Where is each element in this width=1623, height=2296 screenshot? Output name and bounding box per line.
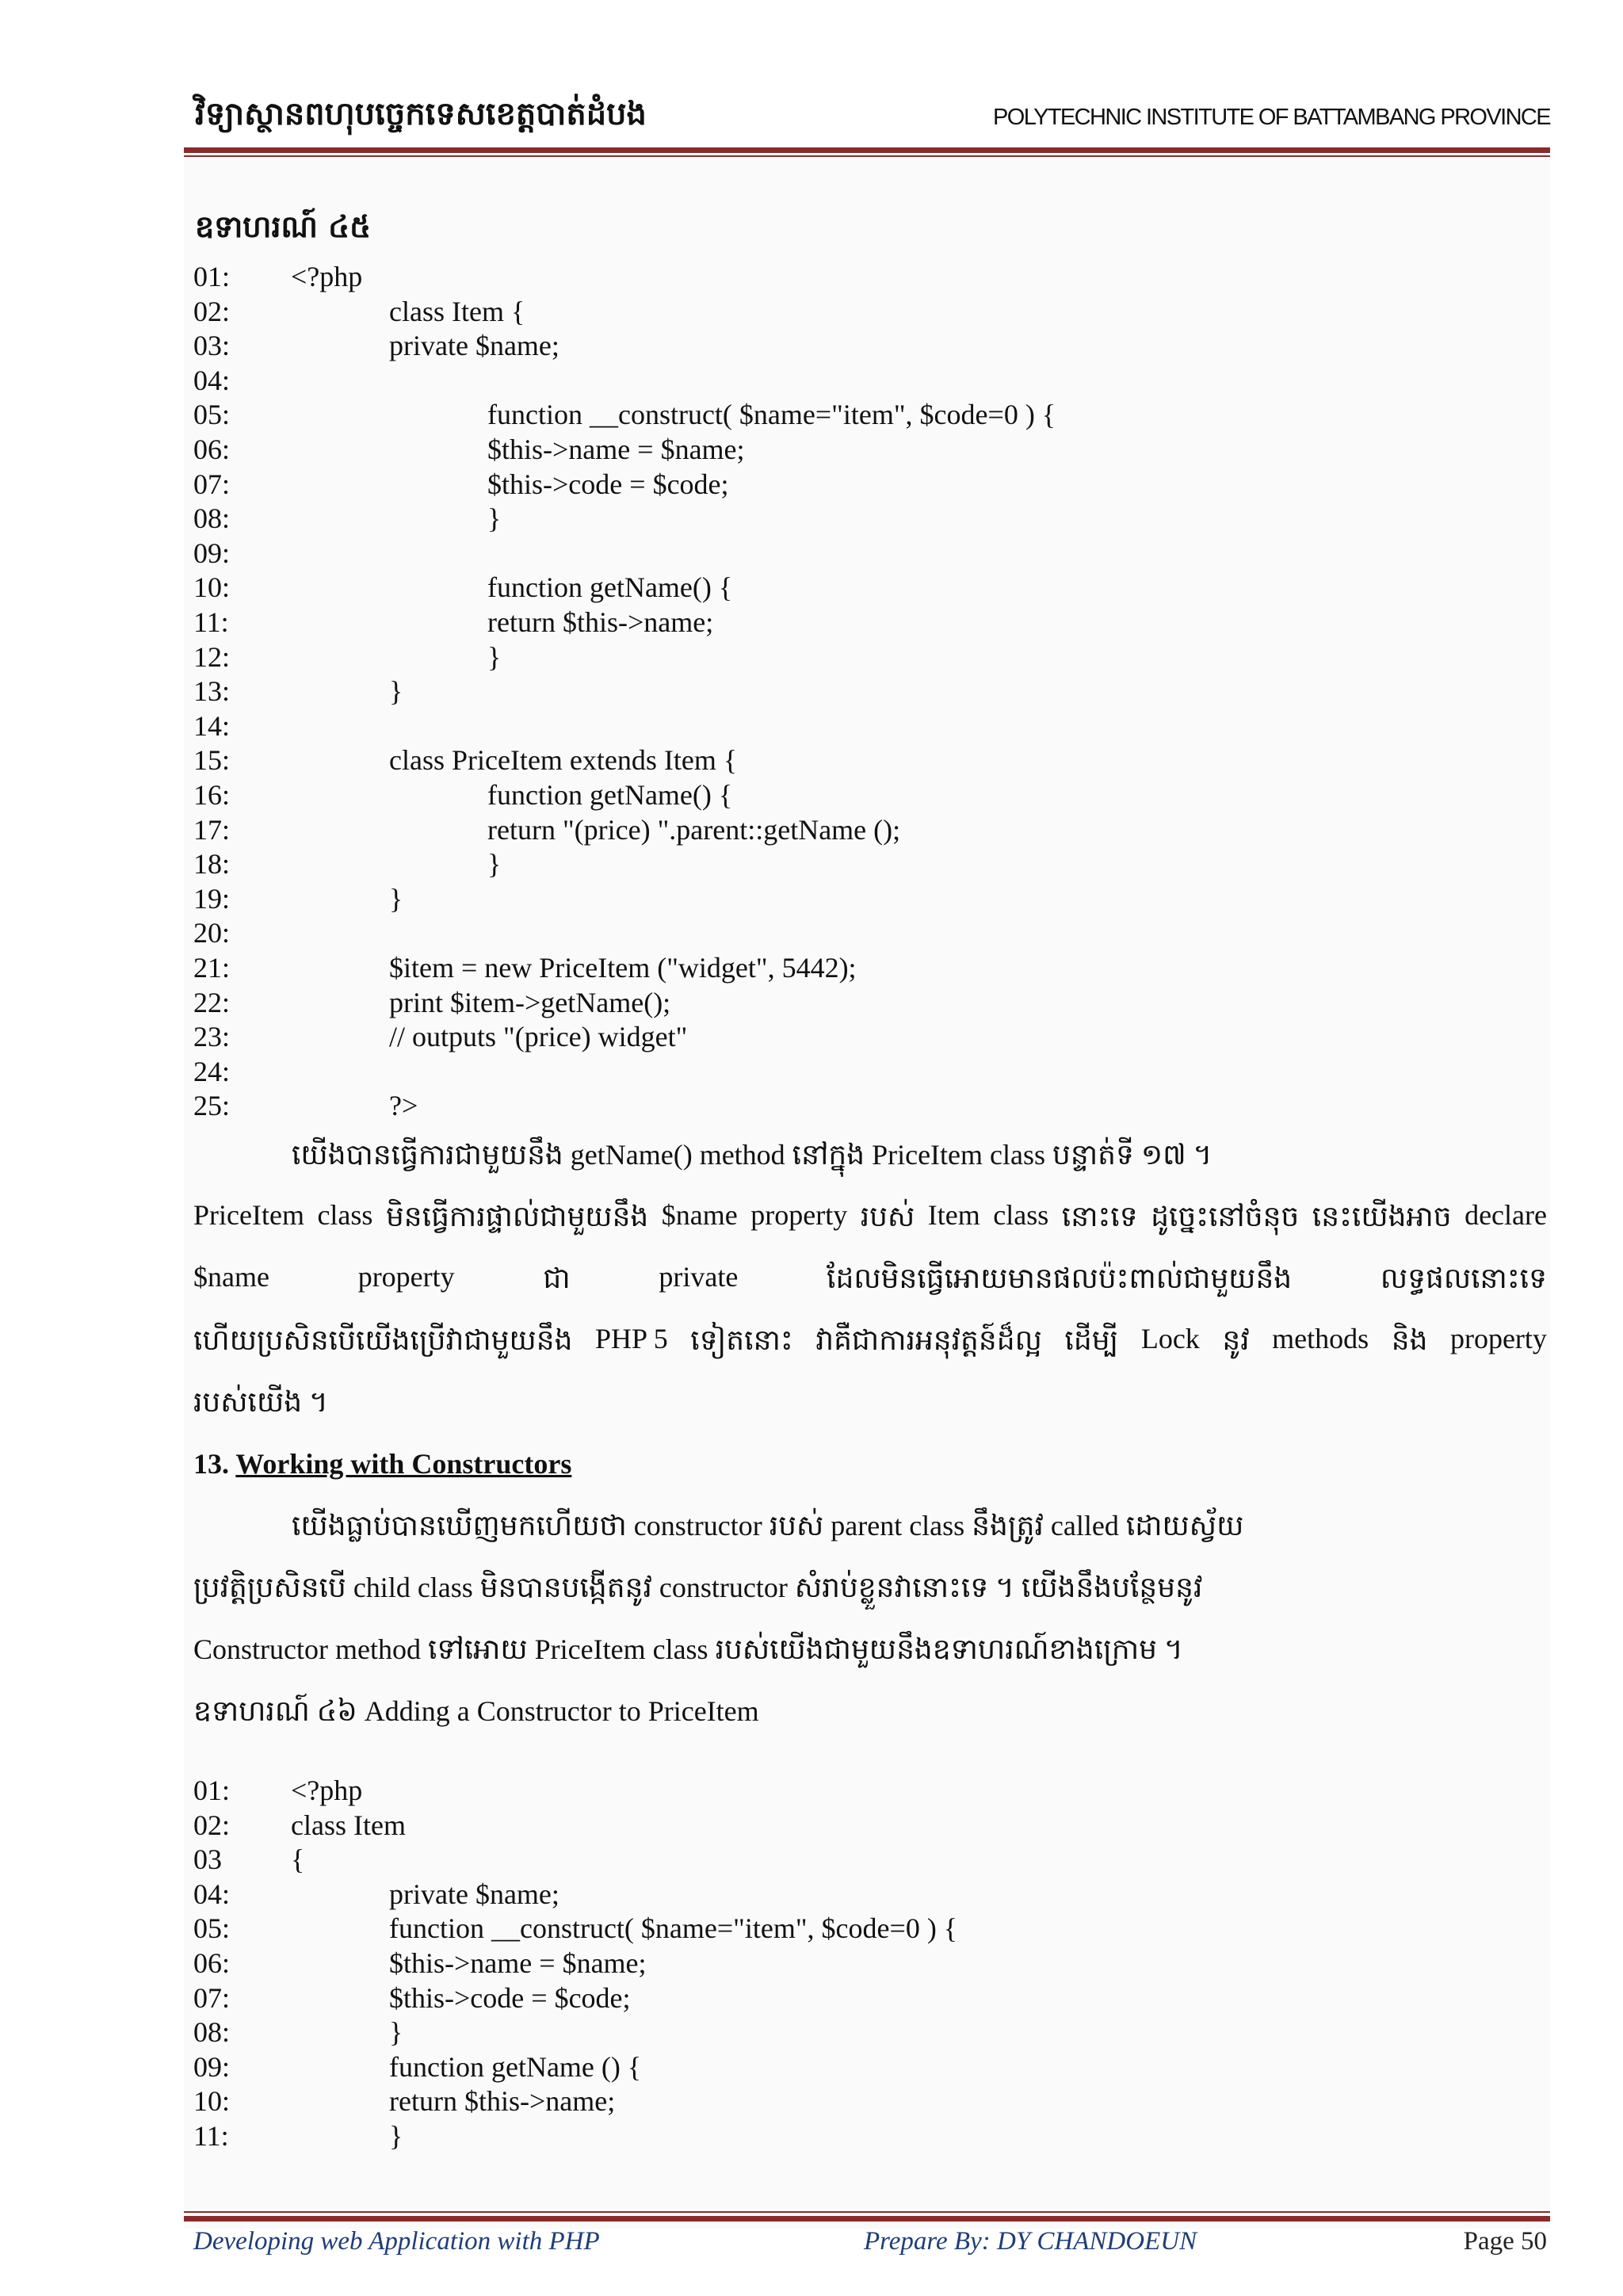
code-line-number: 18: [193,848,231,881]
paragraph-word: PriceItem [193,1199,304,1231]
code-line-number: 01: [193,261,231,292]
paragraph-word: ដែលមិនធ្វើអោយមានផលប៉ះពាល់ជាមួយនឹង [827,1263,1293,1294]
section-13-title: Working with Constructors [235,1448,572,1480]
paragraph-word: property [750,1199,848,1231]
code-line-text: } [389,675,403,708]
code-line-text: } [389,882,403,915]
code-line-number: 19: [193,882,231,915]
code-line-text: return "(price) ".parent::getName (); [487,813,901,846]
code-line-number: 09: [193,537,231,569]
header-rule-thick [184,147,1550,153]
paragraph-line4 [193,1322,1547,1364]
code-line-number: 21: [193,952,231,984]
paragraph-line5: របស់យើង ។ [193,1386,328,1418]
code-line-text: } [487,640,502,673]
code-line-text: } [389,2016,403,2049]
code-line-number: 17: [193,813,231,846]
code-line-text: private $name; [389,330,559,362]
code-line-number: 04: [193,1878,231,1910]
code-line-number: 12: [193,640,231,673]
header-institute-english: POLYTECHNIC INSTITUTE OF BATTAMBANG PROVINCE [993,105,1550,130]
footer-author: Prepare By: DY CHANDOEUN [864,2227,1197,2256]
paragraph-getname-line1: យើងបានធ្វើការជាមួយនឹង getName() method នៅក្នុង PriceItem class បន្ទាត់ទី ១៧ ។ [292,1139,1212,1171]
section-13-heading [193,1447,571,1480]
code-line-number: 10: [193,571,231,604]
section-13-paragraph-1: យើងធ្លាប់បានឃើញមកហើយថា constructor របស់ parent class នឹងត្រូវ called ដោយស្វ័យ [292,1510,1244,1541]
code-line-number: 07: [193,468,231,500]
code-line-number: 24: [193,1055,231,1087]
paragraph-word: property [1449,1323,1547,1354]
paragraph-word: PHP 5 [595,1323,668,1354]
paragraph-word: property [357,1261,455,1293]
code-line-text: } [487,502,502,535]
paragraph-word: នេះយើងអាច [1312,1201,1452,1232]
code-line-text: function __construct( $name="item", $code=0 ) { [487,399,1056,431]
paragraph-word: របស់ [860,1201,915,1232]
paragraph-word: Item [927,1199,980,1231]
paragraph-word: វាគឺជាការអនុវត្តន៍ដ៏ល្អ [815,1324,1042,1356]
code-line-text: { [291,1843,305,1876]
footer-course-title: Developing web Application with PHP [193,2227,600,2256]
code-line-number: 25: [193,1090,231,1122]
code-line-text: class Item [291,1809,406,1841]
paragraph-word: ទៀតនោះ [690,1324,793,1356]
example-45-title: ឧទាហរណ៍ ៤៥ [195,209,371,244]
paragraph-word: $name [661,1199,738,1231]
code-line-number: 04: [193,364,231,396]
code-line-number: 05: [193,399,231,431]
section-13-number: 13. [193,1448,229,1480]
code-line-number: 06: [193,434,231,465]
paragraph-word: នូវ [1222,1324,1250,1356]
code-line-text: private $name; [389,1878,559,1910]
code-line-number: 07: [193,1981,231,2014]
example-46-caption: ឧទាហរណ៍ ៤៦ Adding a Constructor to PriceItem [193,1695,759,1727]
code-line-text: } [389,2120,403,2152]
code-line-number: 03 [193,1843,222,1876]
paragraph-word: declare [1465,1199,1547,1231]
code-line-number: 22: [193,986,231,1018]
code-line-text: return $this->name; [389,2085,616,2118]
code-line-number: 06: [193,1947,231,1979]
code-line-number: 13: [193,675,231,708]
code-line-text: class Item { [389,295,525,327]
paragraph-word: class [317,1199,373,1231]
paragraph-word: ជា [543,1263,571,1294]
code-line-text: class PriceItem extends Item { [389,744,738,777]
paragraph-line2 [193,1198,1547,1240]
code-line-number: 02: [193,1809,231,1841]
code-line-number: 16: [193,779,231,811]
code-line-number: 02: [193,295,231,327]
code-line-number: 10: [193,2085,231,2118]
paragraph-word: ហើយប្រសិនបើយើងប្រើវាជាមួយនឹង [193,1324,573,1356]
footer-rule-thick [184,2216,1550,2222]
code-line-text: function __construct( $name="item", $code=0 ) { [389,1912,958,1945]
code-line-number: 23: [193,1021,231,1053]
code-line-text: function getName() { [487,779,733,811]
code-line-text: ?> [389,1090,418,1122]
code-line-text: <?php [291,261,363,292]
paragraph-line3 [193,1260,1547,1302]
section-13-paragraph-2: ប្រវត្តិប្រសិនបើ child class មិនបានបង្កើតនូវ constructor សំរាប់ខ្លួនវានោះទេ ។ យើងនឹងបន្ថែមនូវ [193,1572,1203,1603]
paragraph-word: មិនធ្វើការផ្ទាល់ជាមួយនឹង [385,1201,649,1232]
code-line-number: 01: [193,1775,231,1806]
code-line-text: $item = new PriceItem ("widget", 5442); [389,952,857,984]
footer-rule-thin [184,2211,1550,2213]
code-line-number: 09: [193,2050,231,2083]
footer-page-number: Page 50 [1463,2227,1547,2256]
code-line-number: 08: [193,2016,231,2049]
paragraph-word: methods [1272,1323,1369,1354]
code-line-number: 15: [193,744,231,777]
code-line-number: 11: [193,2120,229,2152]
code-line-text: } [487,848,502,881]
header-institute-khmer: វិទ្យាស្ថានពហុបច្ចេកទេសខេត្តបាត់ដំបង [195,96,647,132]
paragraph-word: ដូច្នេះនៅចំនុច [1151,1201,1300,1232]
code-line-text: $this->name = $name; [389,1947,647,1979]
code-line-number: 20: [193,917,231,949]
code-line-number: 03: [193,330,231,362]
code-line-text: // outputs "(price) widget" [389,1021,688,1053]
code-line-number: 08: [193,502,231,535]
code-line-text: function getName () { [389,2050,642,2083]
header-rule-thin [184,155,1550,157]
code-line-text: function getName() { [487,571,733,604]
code-line-number: 14: [193,709,231,742]
paragraph-word: ដើម្បី [1064,1324,1119,1356]
paragraph-word: private [659,1261,739,1293]
code-line-text: $this->code = $code; [487,468,729,500]
paragraph-word: និង [1391,1324,1428,1356]
paragraph-word: class [993,1199,1049,1231]
code-line-number: 11: [193,606,229,638]
paragraph-word: នោះទេ [1061,1201,1138,1232]
paragraph-word: លទ្ធផលនោះទេ [1380,1263,1547,1294]
paragraph-word: $name [193,1261,269,1293]
code-line-number: 05: [193,1912,231,1945]
paragraph-word: Lock [1140,1323,1200,1354]
code-line-text: $this->code = $code; [389,1981,631,2014]
code-line-text: $this->name = $name; [487,434,745,465]
code-line-text: return $this->name; [487,606,714,638]
code-line-text: <?php [291,1775,363,1806]
section-13-paragraph-3: Constructor method ទៅអោយ PriceItem class របស់យើងជាមួយនឹងឧទាហរណ៍ខាងក្រោម ។ [193,1633,1183,1665]
code-line-text: print $item->getName(); [389,986,671,1018]
